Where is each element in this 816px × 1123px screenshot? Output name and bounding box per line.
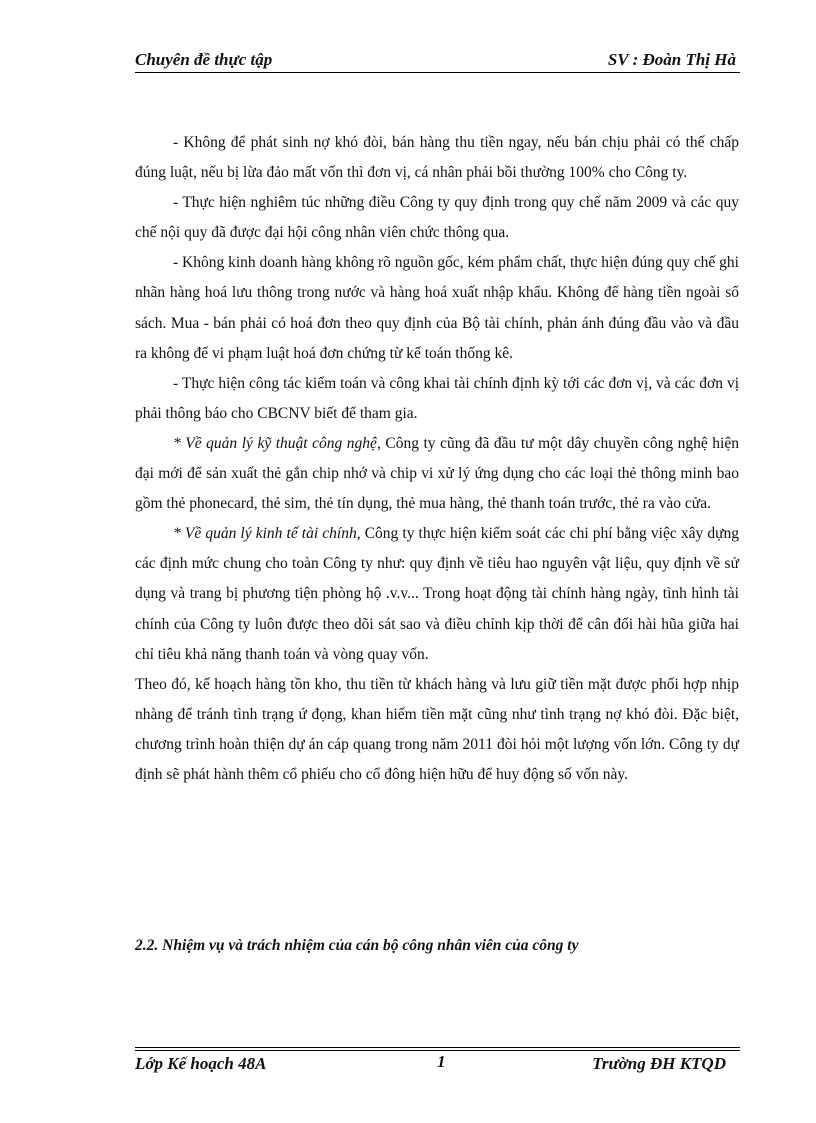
document-body: [135, 128, 739, 790]
paragraph-text: Công ty thực hiện kiểm soát các chi phí bằng việc xây dựng các định mức chung cho toàn Công ty như: quy định về tiêu hao nguyên vật liệu, quy định về sử dụng và trang bị phương tiện phòng hộ .v.v... Trong hoạt động tài chính hàng ngày, tình hình tài chính của Công ty luôn được theo dõi sát sao và điều chỉnh kịp thời để cân đối hài hũa giữa hai chỉ tiêu khả năng thanh toán và vòng quay vốn.: [135, 525, 739, 663]
paragraph-text: Theo đó, kế hoạch hàng tồn kho, thu tiền từ khách hàng và lưu giữ tiền mặt được phối hợp nhịp nhàng để tránh tình trạng ứ đọng, khan hiếm tiền mặt cũng như tình trạng nợ khó đòi. Đặc biệt, chương trình hoàn thiện dự án cáp quang trong năm 2011 đòi hỏi một lượng vốn lớn. Công ty dự định sẽ phát hành thêm cổ phiếu cho cổ đông hiện hữu để huy động số vốn này.: [135, 675, 739, 783]
paragraph-text: - Không kinh doanh hàng không rõ nguồn gốc, kém phẩm chất, thực hiện đúng quy chế ghi nhãn hàng hoá lưu thông trong nước và hàng hoá xuất nhập khẩu. Không để hàng tiền ngoài sổ sách. Mua - bán phải có hoá đơn theo quy định của Bộ tài chính, phản ánh đúng đầu vào và đầu ra không để vi phạm luật hoá đơn chứng từ kế toán thống kê.: [135, 254, 739, 362]
paragraph: [135, 248, 739, 368]
page-number: 1: [437, 1052, 446, 1071]
paragraph-text: - Thực hiện công tác kiểm toán và công khai tài chính định kỳ tới các đơn vị, và các đơn vị phải thông báo cho CBCNV biết để tham gia.: [135, 374, 739, 422]
paragraph-text: - Không để phát sinh nợ khó đòi, bán hàng thu tiền ngay, nếu bán chịu phải có thế chấp đúng luật, nếu bị lừa đảo mất vốn thì đơn vị, cá nhân phải bồi thường 100% cho Công ty.: [135, 134, 739, 182]
paragraph: [135, 369, 739, 429]
header-rule: [135, 72, 740, 73]
paragraph: [135, 670, 739, 790]
paragraph: [135, 429, 739, 519]
paragraph-italic-lead: * Về quản lý kinh tế tài chính,: [173, 525, 361, 543]
footer-rule-thin: [135, 1050, 740, 1051]
paragraph: [135, 519, 739, 669]
paragraph-text: , Công ty cũng đã đầu tư một dây chuyền công nghệ hiện đại mới để sản xuất thẻ gắn chip nhớ và chip vi xử lý ứng dụng cho các loại thẻ thông minh bao gồm thẻ phonecard, thẻ sim, thẻ tín dụng, thẻ mua hàng, thẻ thanh toán trước, thẻ ra vào cửa.: [135, 434, 739, 513]
paragraph: [135, 188, 739, 248]
paragraph: [135, 128, 739, 188]
paragraph-text: - Thực hiện nghiêm túc những điều Công ty quy định trong quy chế năm 2009 và các quy chế nội quy đã được đại hội công nhân viên chức thông qua.: [135, 194, 739, 242]
footer-class: Lớp Kế hoạch 48A: [135, 1054, 267, 1073]
paragraph-italic-lead: * Về quản lý kỹ thuật công nghệ: [173, 434, 377, 452]
header-title: Chuyên đề thực tập: [135, 50, 273, 69]
header-author: SV : Đoàn Thị Hà: [607, 50, 736, 69]
footer-rule: [135, 1047, 740, 1048]
footer-school: Trường ĐH KTQD: [592, 1054, 726, 1073]
section-heading: 2.2. Nhiệm vụ và trách nhiệm của cán bộ công nhân viên của công ty: [135, 937, 579, 954]
page-header: [135, 50, 740, 74]
page-footer: [135, 1054, 740, 1078]
